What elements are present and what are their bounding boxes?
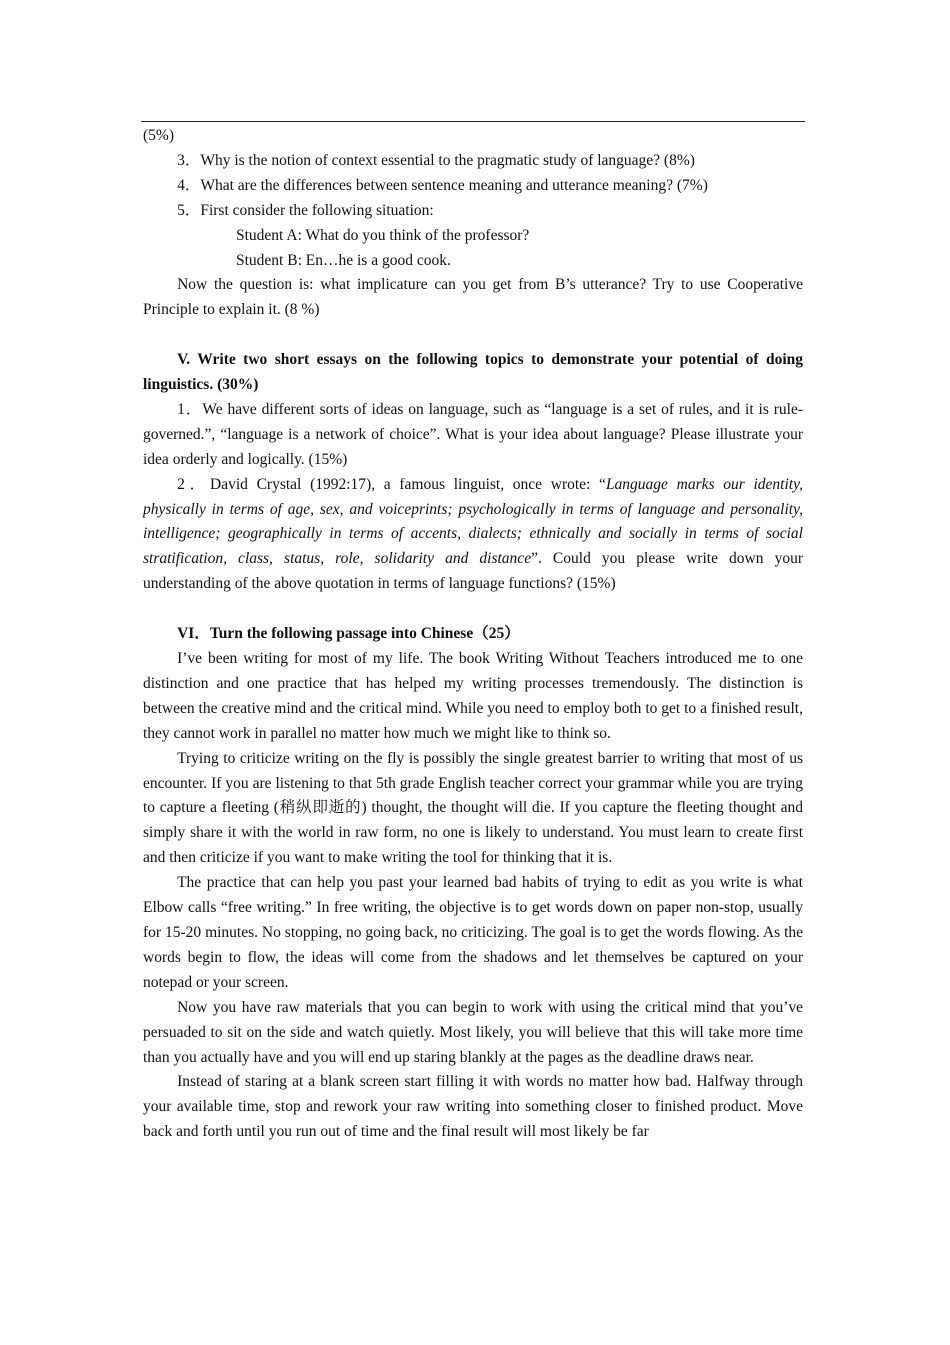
crystal-quotation: Language marks our identity, physically in terms of age, sex, and voiceprints; psychologically in terms of language and personality, intelligence; geographically in terms of accents, dialects; ethnically and socially in terms of social stratification, class, status, role, solidarity and distance [143,475,803,568]
q2-suffix: ”. Could you please write down your understanding of the above quotation in terms of language functions? (15%) [143,550,803,593]
spacer [143,323,803,348]
question-3: 3．Why is the notion of context essential to the pragmatic study of language? (8%) [177,151,695,169]
dialogue-line-a: Student A: What do you think of the professor? [236,226,530,244]
intro-fragment: (5%) [143,127,174,144]
passage-paragraph-2: Trying to criticize writing on the fly is possibly the single greatest barrier to writing that most of us encounter. If you are listening to that 5th grade English teacher correct your grammar while you are trying to capture a fleeting (稍纵即逝的) thought, the thought will die. If you capture the fleeting thought and simply share it with the world in raw form, no one is likely to understand. You must learn to create first and then criticize if you want to make writing the tool for thinking that it is. [143,749,803,867]
passage-paragraph-1: I’ve been writing for most of my life. The book Writing Without Teachers introduced me to one distinction and one practice that has helped my writing processes tremendously. The distinction is between the creative mind and the critical mind. While you need to employ both to get to a finished result, they cannot work in parallel no matter how much we might like to think so. [143,650,803,742]
question-4: 4．What are the differences between sentence meaning and utterance meaning? (7%) [177,176,708,194]
document-page [143,124,803,1145]
header-rule [141,121,805,122]
passage-paragraph-3: The practice that can help you past your learned bad habits of trying to edit as you write is what Elbow calls “free writing.” In free writing, the objective is to get words down on paper non-stop, usually for 15-20 minutes. No stopping, no going back, no criticizing. The goal is to get the words flowing. As the words begin to flow, the ideas will come from the shadows and let themselves be captured on your notepad or your screen. [143,874,803,991]
dialogue-line-b: Student B: En…he is a good cook. [236,251,451,269]
q2-prefix: 2．David Crystal (1992:17), a famous linguist, once wrote: “ [177,475,606,493]
section-v-heading: V. Write two short essays on the following topics to demonstrate your potential of doing linguistics. (30%) [143,351,803,394]
section-v-question-1: 1．We have different sorts of ideas on language, such as “language is a set of rules, and it is rule-governed.”, “language is a network of choice”. What is your idea about language? Please illustrate your idea orderly and logically. (15%) [143,400,803,468]
spacer [143,597,803,622]
passage-paragraph-4: Now you have raw materials that you can begin to work with using the critical mind that you’ve persuaded to sit on the side and watch quietly. Most likely, you will believe that this will take more time than you actually have and you will end up staring blankly at the pages as the deadline draws near. [143,998,803,1066]
passage-paragraph-5: Instead of staring at a blank screen start filling it with words no matter how bad. Halfway through your available time, stop and rework your raw writing into something closer to finished product. Move back and forth until you run out of time and the final result will most likely be far [143,1073,803,1141]
section-vi-heading: VI．Turn the following passage into Chinese（25） [177,625,520,643]
question-5-followup: Now the question is: what implicature can you get from B’s utterance? Try to use Cooperative Principle to explain it. (8 %) [143,276,803,319]
section-v-question-2 [143,473,803,598]
question-5: 5．First consider the following situation: [177,201,434,219]
